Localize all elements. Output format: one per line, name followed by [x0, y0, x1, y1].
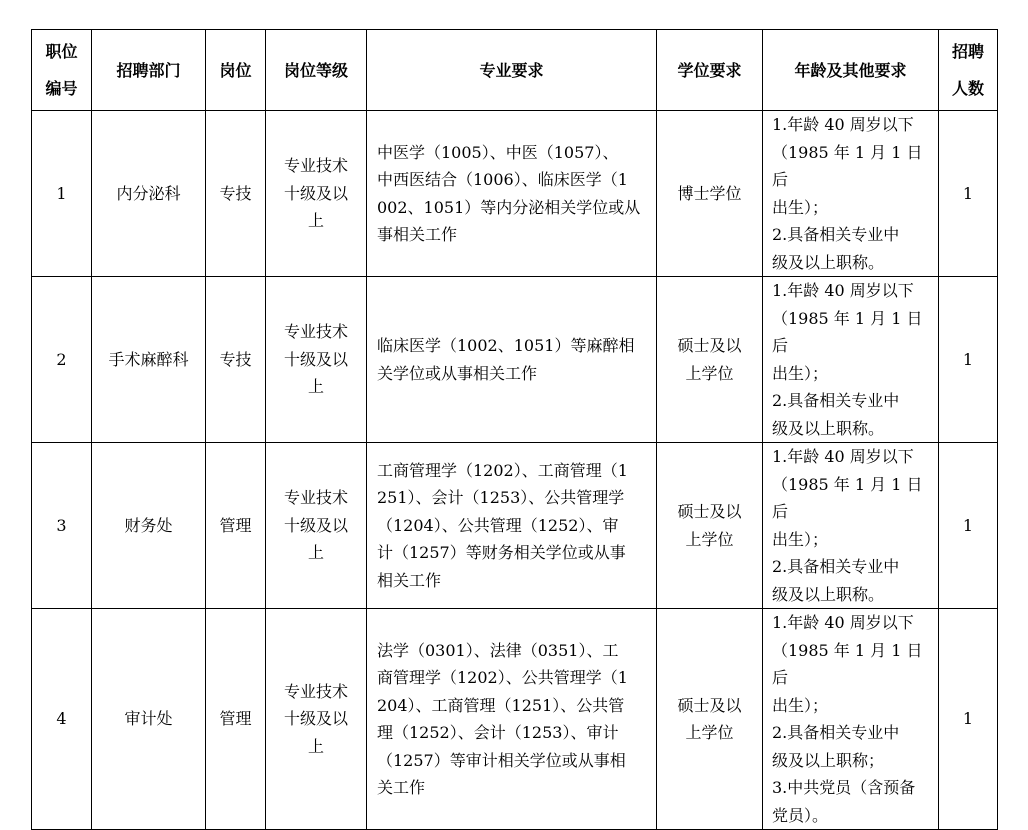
cell-hire-count: 1	[939, 111, 998, 277]
cell-position-id: 4	[32, 609, 92, 830]
cell-degree-requirement-line: 上学位	[685, 723, 734, 742]
header-department: 招聘部门	[92, 30, 206, 111]
cell-age-other-requirement-line: 1.年龄 40 周岁以下	[772, 281, 914, 300]
cell-degree-requirement	[657, 277, 763, 443]
header-hire-count	[939, 30, 998, 111]
cell-major-requirement-line: 理（1252）、会计（1253）、审计	[377, 723, 619, 742]
cell-age-other-requirement-line: （1985 年 1 月 1 日后	[772, 142, 923, 189]
cell-major-requirement-line: 工商管理学（1202）、工商管理（1	[377, 460, 628, 480]
cell-degree-requirement-line: 上学位	[685, 363, 734, 383]
cell-post-level	[266, 443, 367, 609]
table-row	[32, 609, 998, 830]
cell-degree-requirement-line: 硕士及以	[677, 502, 742, 521]
cell-post-level-line: 十级及以	[283, 515, 348, 535]
cell-age-other-requirement-line: 出生）；	[772, 363, 829, 383]
header-position-id-line-1: 职位	[45, 42, 78, 61]
cell-post-level-line: 专业技术	[283, 156, 348, 176]
cell-major-requirement-line: 中医学（1005）、中医（1057）、	[377, 142, 619, 162]
cell-age-other-requirement-line: 1.年龄 40 周岁以下	[772, 613, 914, 632]
cell-age-other-requirement-line: 2.具备相关专业中	[772, 391, 900, 410]
cell-post-level	[266, 277, 367, 443]
cell-hire-count: 1	[939, 609, 998, 830]
header-degree-requirement: 学位要求	[657, 30, 763, 111]
cell-post-level-line: 上	[307, 211, 324, 231]
cell-post: 专技	[206, 277, 266, 443]
cell-major-requirement-line: 关工作	[377, 778, 426, 797]
cell-hire-count: 1	[939, 277, 998, 443]
table-row	[32, 111, 998, 277]
cell-post-level-line: 十级及以	[283, 183, 348, 203]
cell-major-requirement-line: 204）、工商管理（1251）、公共管	[377, 695, 625, 715]
cell-post-level-line: 十级及以	[283, 709, 348, 729]
cell-major-requirement-line: （1204）、公共管理（1252）、审	[377, 515, 619, 535]
recruitment-table	[31, 29, 998, 830]
header-post-level: 岗位等级	[266, 30, 367, 111]
header-position-id	[32, 30, 92, 111]
cell-department: 内分泌科	[92, 111, 206, 277]
cell-age-other-requirement-line: （1985 年 1 月 1 日后	[772, 474, 923, 521]
header-hire-count-line-1: 招聘	[951, 42, 984, 61]
cell-age-other-requirement-line: 党员）。	[772, 805, 829, 825]
cell-major-requirement-line: 002、1051）等内分泌相关学位或从	[377, 197, 641, 217]
cell-department: 审计处	[92, 609, 206, 830]
cell-degree-requirement-line: 硕士及以	[677, 695, 742, 715]
cell-major-requirement-line: 关学位或从事相关工作	[377, 363, 538, 383]
cell-age-other-requirement	[763, 443, 939, 609]
cell-age-other-requirement-line: （1985 年 1 月 1 日后	[772, 308, 923, 355]
cell-age-other-requirement	[763, 111, 939, 277]
cell-hire-count: 1	[939, 443, 998, 609]
table-row	[32, 443, 998, 609]
cell-post: 管理	[206, 443, 266, 609]
cell-age-other-requirement-line: 出生）；	[772, 529, 829, 549]
cell-degree-requirement	[657, 443, 763, 609]
header-hire-count-line-2: 人数	[951, 79, 984, 98]
cell-major-requirement-line: 法学（0301）、法律（0351）、工	[377, 640, 619, 660]
cell-major-requirement-line: （1257）等审计相关学位或从事相	[377, 750, 626, 770]
table-row	[32, 277, 998, 443]
cell-degree-requirement	[657, 111, 763, 277]
cell-degree-requirement	[657, 609, 763, 830]
cell-post-level-line: 专业技术	[283, 322, 348, 342]
cell-post-level-line: 上	[307, 736, 324, 756]
cell-department: 财务处	[92, 443, 206, 609]
cell-degree-requirement-line: 博士学位	[677, 183, 742, 203]
cell-age-other-requirement	[763, 277, 939, 443]
header-age-other-requirement: 年龄及其他要求	[763, 30, 939, 111]
cell-major-requirement	[367, 111, 657, 277]
cell-post-level-line: 专业技术	[283, 681, 348, 701]
cell-major-requirement	[367, 609, 657, 830]
cell-age-other-requirement-line: 2.具备相关专业中	[772, 723, 900, 742]
cell-post: 管理	[206, 609, 266, 830]
cell-degree-requirement-line: 上学位	[685, 529, 734, 549]
cell-age-other-requirement-line: 出生）；	[772, 695, 829, 715]
cell-age-other-requirement-line: 级及以上职称；	[772, 750, 885, 770]
cell-major-requirement-line: 251）、会计（1253）、公共管理学	[377, 488, 625, 508]
cell-major-requirement-line: 中西医结合（1006）、临床医学（1	[377, 170, 628, 189]
cell-age-other-requirement-line: 2.具备相关专业中	[772, 557, 900, 576]
cell-department: 手术麻醉科	[92, 277, 206, 443]
cell-major-requirement	[367, 277, 657, 443]
table-body	[32, 111, 998, 830]
cell-major-requirement-line: 相关工作	[377, 570, 442, 590]
cell-age-other-requirement-line: 2.具备相关专业中	[772, 225, 900, 244]
cell-post-level-line: 十级及以	[283, 349, 348, 369]
cell-age-other-requirement-line: 3.中共党员（含预备	[772, 778, 916, 797]
cell-major-requirement	[367, 443, 657, 609]
cell-age-other-requirement-line: 1.年龄 40 周岁以下	[772, 447, 914, 466]
cell-age-other-requirement-line: 出生）；	[772, 197, 829, 217]
cell-age-other-requirement-line: 1.年龄 40 周岁以下	[772, 115, 914, 134]
cell-age-other-requirement-line: 级及以上职称。	[772, 584, 885, 604]
cell-major-requirement-line: 临床医学（1002、1051）等麻醉相	[377, 336, 635, 355]
cell-post-level-line: 专业技术	[283, 488, 348, 508]
cell-age-other-requirement-line: 级及以上职称。	[772, 252, 885, 272]
header-major-requirement: 专业要求	[367, 30, 657, 111]
cell-post-level-line: 上	[307, 543, 324, 563]
cell-position-id: 1	[32, 111, 92, 277]
cell-post: 专技	[206, 111, 266, 277]
header-position-id-line-2: 编号	[45, 79, 78, 98]
cell-major-requirement-line: 商管理学（1202）、公共管理学（1	[377, 668, 628, 687]
header-row	[32, 30, 998, 111]
cell-age-other-requirement-line: （1985 年 1 月 1 日后	[772, 640, 923, 687]
cell-age-other-requirement-line: 级及以上职称。	[772, 418, 885, 438]
cell-post-level-line: 上	[307, 377, 324, 397]
cell-age-other-requirement	[763, 609, 939, 830]
cell-major-requirement-line: 计（1257）等财务相关学位或从事	[377, 543, 626, 563]
cell-post-level	[266, 609, 367, 830]
cell-post-level	[266, 111, 367, 277]
cell-major-requirement-line: 事相关工作	[377, 225, 458, 244]
cell-degree-requirement-line: 硕士及以	[677, 336, 742, 355]
header-post: 岗位	[206, 30, 266, 111]
cell-position-id: 2	[32, 277, 92, 443]
cell-position-id: 3	[32, 443, 92, 609]
